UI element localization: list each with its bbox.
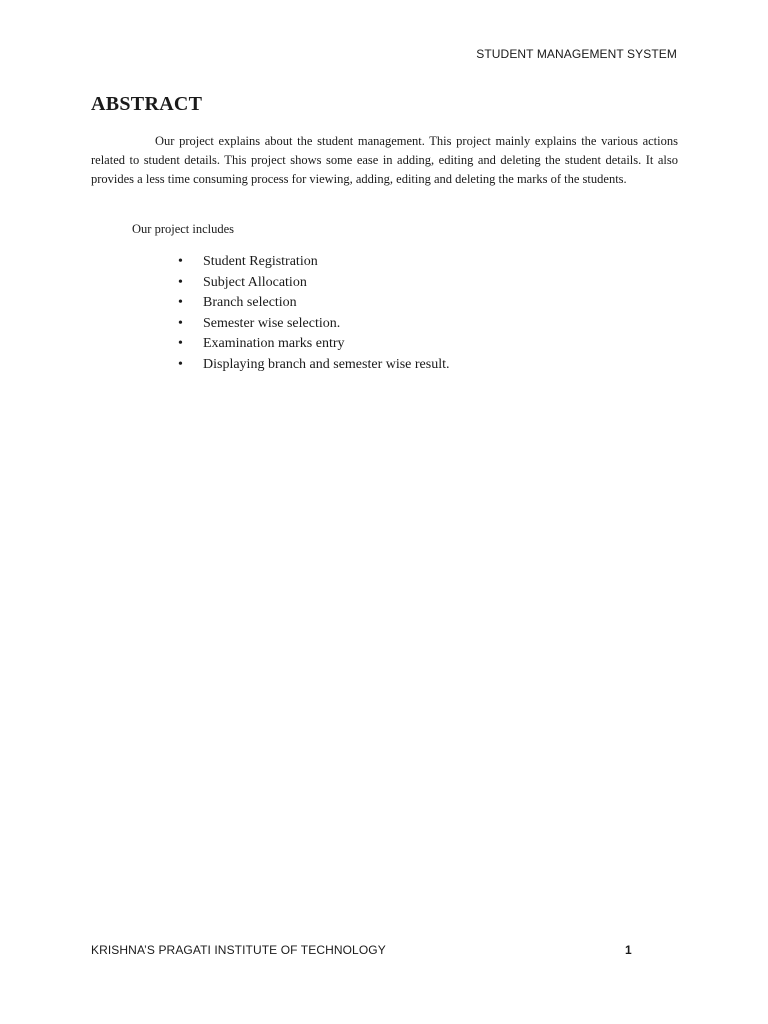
bullet-icon: • xyxy=(178,295,183,310)
list-item xyxy=(178,334,450,355)
bullet-icon: • xyxy=(178,336,183,351)
footer-institute: KRISHNA’S PRAGATI INSTITUTE OF TECHNOLOGY xyxy=(91,943,386,957)
list-item-text: Examination marks entry xyxy=(203,336,345,351)
list-item-text: Student Registration xyxy=(203,254,318,269)
list-item xyxy=(178,293,450,314)
running-header: STUDENT MANAGEMENT SYSTEM xyxy=(476,47,677,61)
feature-list xyxy=(178,252,450,375)
list-item xyxy=(178,314,450,335)
list-item-text: Subject Allocation xyxy=(203,274,307,290)
page-number: 1 xyxy=(625,943,632,957)
bullet-icon: • xyxy=(178,315,183,331)
list-item-text: Displaying branch and semester wise result. xyxy=(203,356,450,372)
includes-intro: Our project includes xyxy=(132,222,235,236)
list-item xyxy=(178,355,450,376)
list-item-text: Branch selection xyxy=(203,295,297,310)
list-item-text: Semester wise selection. xyxy=(203,315,341,331)
abstract-paragraph: Our project explains about the student management. This project mainly explains the various actions related to student details. This project shows some ease in adding, editing and deleting the student details. It also provides a less time consuming process for viewing, adding, editing and deleting the marks of the students. xyxy=(91,134,678,186)
list-item xyxy=(178,273,450,294)
list-item xyxy=(178,252,450,273)
bullet-icon: • xyxy=(178,356,183,372)
bullet-icon: • xyxy=(178,274,183,290)
bullet-icon: • xyxy=(178,254,183,269)
section-title: ABSTRACT xyxy=(91,93,203,115)
